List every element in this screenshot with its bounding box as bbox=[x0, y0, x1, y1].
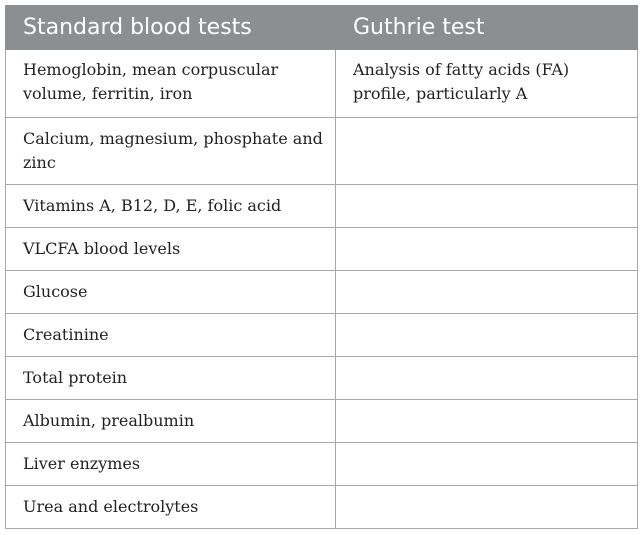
table-cell: Hemoglobin, mean corpuscular volume, ferritin, iron bbox=[6, 50, 336, 118]
column-header-standard-blood-tests: Standard blood tests bbox=[6, 6, 336, 50]
table-cell: Creatinine bbox=[6, 314, 336, 357]
table-cell bbox=[336, 357, 638, 400]
table-cell: Calcium, magnesium, phosphate and zinc bbox=[6, 118, 336, 185]
table-cell: Vitamins A, B12, D, E, folic acid bbox=[6, 185, 336, 228]
table-cell: Total protein bbox=[6, 357, 336, 400]
table-cell bbox=[336, 443, 638, 486]
table-cell bbox=[336, 185, 638, 228]
table-row bbox=[6, 228, 638, 271]
tests-table bbox=[5, 5, 638, 529]
table-cell bbox=[336, 400, 638, 443]
table-header-row bbox=[6, 6, 638, 50]
table-cell bbox=[336, 228, 638, 271]
table-cell: Liver enzymes bbox=[6, 443, 336, 486]
table-cell: Analysis of fatty acids (FA) profile, particularly A bbox=[336, 50, 638, 118]
table-cell: Urea and electrolytes bbox=[6, 486, 336, 529]
table-cell bbox=[336, 314, 638, 357]
table-cell bbox=[336, 271, 638, 314]
table-cell bbox=[336, 486, 638, 529]
table-row bbox=[6, 50, 638, 118]
table-row bbox=[6, 271, 638, 314]
table-row bbox=[6, 185, 638, 228]
table-row bbox=[6, 314, 638, 357]
table-row bbox=[6, 443, 638, 486]
table-row bbox=[6, 486, 638, 529]
column-header-guthrie-test: Guthrie test bbox=[336, 6, 638, 50]
table-row bbox=[6, 357, 638, 400]
table-cell: VLCFA blood levels bbox=[6, 228, 336, 271]
table-cell: Albumin, prealbumin bbox=[6, 400, 336, 443]
table-cell bbox=[336, 118, 638, 185]
table-row bbox=[6, 400, 638, 443]
table-cell: Glucose bbox=[6, 271, 336, 314]
table-row bbox=[6, 118, 638, 185]
